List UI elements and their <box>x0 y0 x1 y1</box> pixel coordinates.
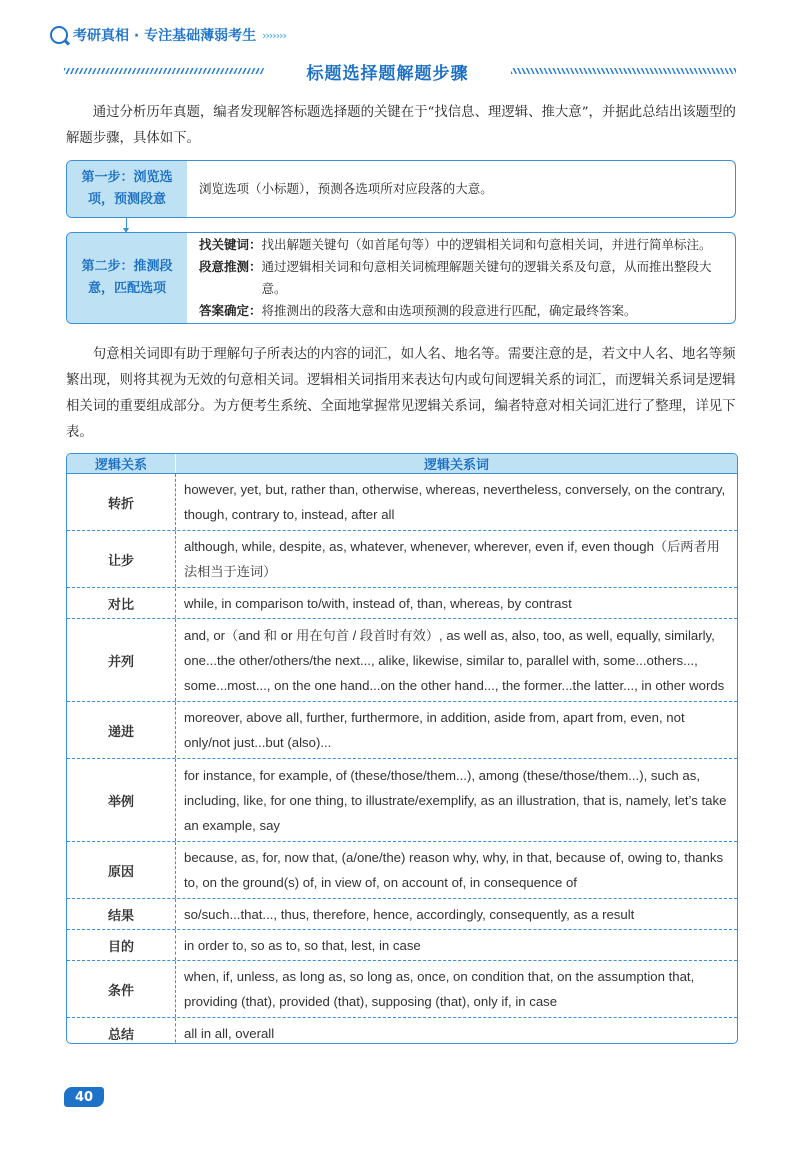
step-item-key: 答案确定： <box>199 303 262 318</box>
relation-cell: 原因 <box>67 842 176 898</box>
step-item-text: 找出解题关键句（如首尾句等）中的逻辑相关词和句意相关词，并进行简单标注。 <box>261 237 712 252</box>
words-cell: moreover, above all, further, furthermore, in addition, aside from, apart from, even, not only/not just...but (also)... <box>184 710 685 750</box>
step-two-label: 第二步：推测段意，匹配选项 <box>67 233 187 323</box>
words-cell: for instance, for example, of (these/those/them...), among (these/those/them...), such as, including, like, for one thing, to illustrate/exemplify, as an illustration, that is, namely, let’s take an example, say <box>184 767 727 833</box>
step-item-text: 通过逻辑相关词和句意相关词梳理解题关键句的逻辑关系及句意，从而推出整段大意。 <box>261 259 712 296</box>
words-cell: all in all, overall <box>184 1025 275 1041</box>
table-row <box>67 702 737 759</box>
relation-cell: 让步 <box>67 531 176 587</box>
words-cell: and, or（and 和 or 用在句首 / 段首时有效）, as well as, also, too, as well, equally, similarly, one...the other/others/the next..., alike, likewise, similar to, parallel with, some...others..., some...most..., on the one hand...on the other hand..., the former...the latter..., in other words <box>184 627 725 693</box>
intro-paragraph: 通过分析历年真题，编者发现解答标题选择题的关键在于“找信息、理逻辑、推大意”，并据此总结出该题型的解题步骤，具体如下。 <box>66 105 736 146</box>
title-rule-left <box>64 68 264 74</box>
step-one-label: 第一步：浏览选项，预测段意 <box>67 161 187 217</box>
step-two-item <box>199 256 723 300</box>
relation-cell: 对比 <box>67 588 176 618</box>
step-two-item <box>199 300 723 322</box>
words-cell: however, yet, but, rather than, otherwise, whereas, nevertheless, conversely, on the contrary, though, contrary to, instead, after all <box>184 482 726 522</box>
section-title: 标题选择题解题步骤 <box>306 63 469 84</box>
table-header <box>67 454 737 474</box>
brand-arrows: ››››››› <box>262 28 286 42</box>
step-item-text: 将推测出的段落大意和由选项预测的段意进行匹配，确定最终答案。 <box>261 303 637 318</box>
step-item-text: 浏览选项（小标题），预测各选项所对应段落的大意。 <box>199 181 493 196</box>
words-cell: because, as, for, now that, (a/one/the) reason why, why, in that, because of, owing to, thanks to, on the ground(s) of, in view of, on account of, in consequence of <box>184 850 724 890</box>
table-row <box>67 588 737 619</box>
table-row <box>67 474 737 531</box>
step-arrow-icon <box>126 218 127 231</box>
header-relation: 逻辑关系 <box>67 454 176 473</box>
words-cell: although, while, despite, as, whatever, whenever, wherever, even if, even though（后两者用法相当于连词） <box>184 539 720 579</box>
step-item-key: 找关键词： <box>199 237 262 252</box>
title-rule-right <box>511 68 736 74</box>
relation-cell: 结果 <box>67 899 176 929</box>
relation-cell: 条件 <box>67 961 176 1017</box>
section-title-row <box>64 58 736 84</box>
words-cell: when, if, unless, as long as, so long as, once, on condition that, on the assumption that, providing (that), provided (that), supposing (that), only if, in case <box>184 969 695 1009</box>
table-row <box>67 1018 737 1044</box>
step-two-item <box>199 234 723 256</box>
relation-cell: 目的 <box>67 930 176 960</box>
header-words: 逻辑关系词 <box>423 458 489 473</box>
page-header <box>50 22 286 48</box>
table-row <box>67 842 737 899</box>
page-number: 40 <box>64 1087 104 1107</box>
step-two-body <box>187 233 735 323</box>
brand-title: 考研真相 · 专注基础薄弱考生 <box>73 28 257 44</box>
step-one-body <box>187 161 735 217</box>
step-item-key: 段意推测： <box>199 259 262 274</box>
explanation-paragraph: 句意相关词即有助于理解句子所表达的内容的词汇，如人名、地名等。需要注意的是，若文中人名、地名等频繁出现，则将其视为无效的句意相关词。逻辑相关词指用来表达句内或句间逻辑关系的词汇，而逻辑关系词是逻辑相关词的重要组成部分。为方便考生系统、全面地掌握常见逻辑关系词，编者特意对相关词汇进行了整理，详见下表。 <box>66 347 736 440</box>
step-two-box <box>66 232 736 324</box>
words-cell: so/such...that..., thus, therefore, hence, accordingly, consequently, as a result <box>184 906 635 922</box>
table-row <box>67 930 737 961</box>
table-row <box>67 531 737 588</box>
search-logo-icon <box>50 26 68 44</box>
relation-cell: 举例 <box>67 759 176 841</box>
words-cell: in order to, so as to, so that, lest, in case <box>184 937 421 953</box>
logic-words-table <box>66 453 738 1044</box>
step-one-box <box>66 160 736 218</box>
relation-cell: 递进 <box>67 702 176 758</box>
words-cell: while, in comparison to/with, instead of, than, whereas, by contrast <box>184 595 572 611</box>
relation-cell: 总结 <box>67 1018 176 1044</box>
table-row <box>67 619 737 702</box>
table-row <box>67 899 737 930</box>
table-row <box>67 961 737 1018</box>
table-row <box>67 759 737 842</box>
step-one-item <box>199 178 723 200</box>
relation-cell: 并列 <box>67 619 176 701</box>
relation-cell: 转折 <box>67 474 176 530</box>
